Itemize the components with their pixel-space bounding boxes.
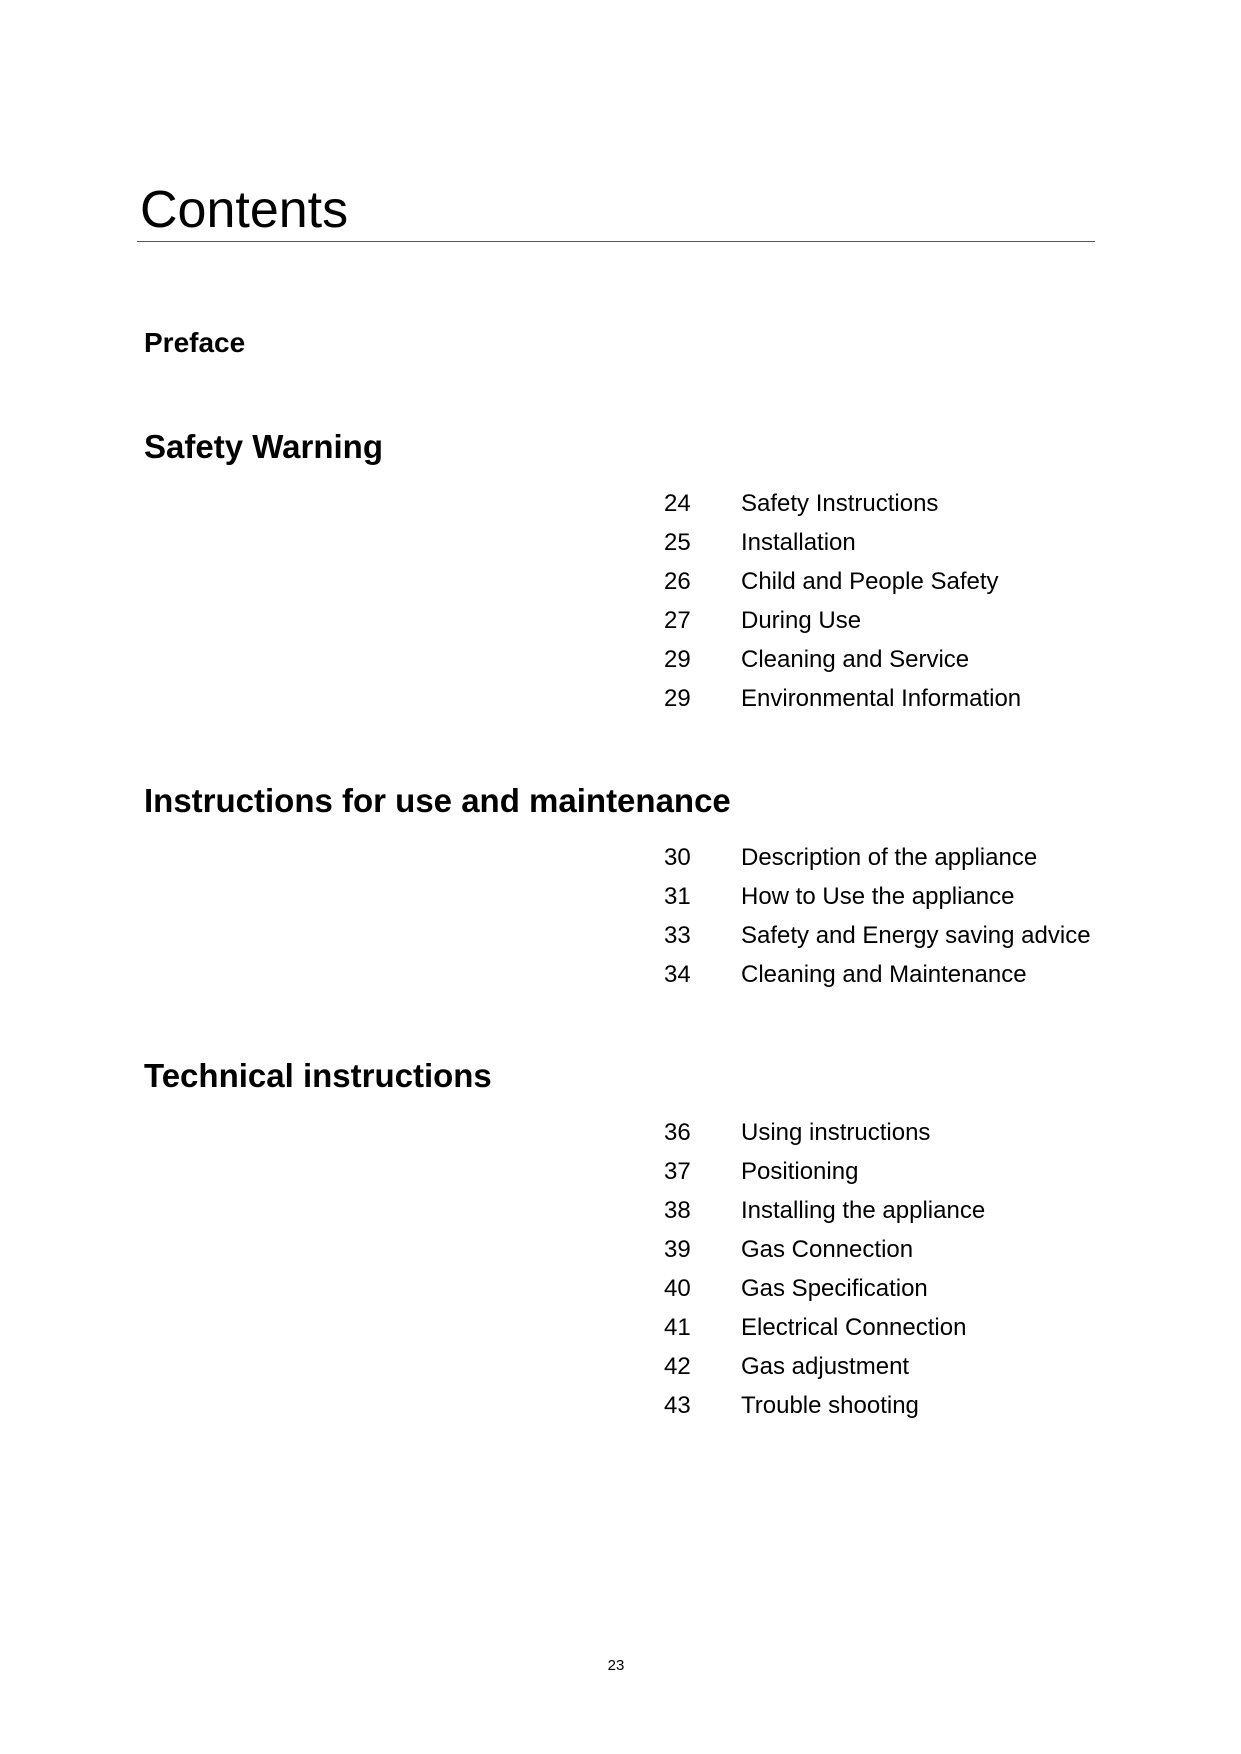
toc-page-number: 30 [664, 844, 691, 871]
toc-entry-label: Installing the appliance [741, 1197, 986, 1224]
section-heading-use-and-maintenance: Instructions for use and maintenance [144, 782, 731, 819]
toc-list-use-and-maintenance [0, 843, 1241, 999]
toc-entry[interactable] [0, 567, 1241, 606]
toc-entry-label: Electrical Connection [741, 1314, 967, 1341]
toc-page-number: 25 [664, 529, 691, 556]
title-divider [137, 241, 1095, 242]
toc-entry-label: Using instructions [741, 1119, 931, 1146]
toc-entry[interactable] [0, 882, 1241, 921]
toc-entry-label: Safety and Energy saving advice [741, 922, 1091, 949]
toc-page-number: 41 [664, 1314, 691, 1341]
toc-page-number: 34 [664, 961, 691, 988]
toc-list-technical-instructions [0, 1118, 1241, 1430]
page-number-footer: 23 [607, 1657, 625, 1674]
toc-entry[interactable] [0, 1391, 1241, 1430]
preface-heading[interactable]: Preface [144, 327, 246, 358]
toc-list-safety-warning [0, 489, 1241, 723]
toc-entry[interactable] [0, 645, 1241, 684]
toc-entry-label: Cleaning and Maintenance [741, 961, 1027, 988]
toc-entry-label: During Use [741, 607, 862, 634]
toc-page-number: 36 [664, 1119, 691, 1146]
toc-entry[interactable] [0, 684, 1241, 723]
toc-entry[interactable] [0, 1352, 1241, 1391]
toc-entry-label: Trouble shooting [741, 1392, 919, 1419]
toc-page-number: 43 [664, 1392, 691, 1419]
toc-entry[interactable] [0, 1235, 1241, 1274]
toc-page-number: 38 [664, 1197, 691, 1224]
toc-entry-label: Gas Connection [741, 1236, 914, 1263]
toc-page-number: 33 [664, 922, 691, 949]
toc-entry[interactable] [0, 960, 1241, 999]
toc-page-number: 24 [664, 490, 691, 517]
toc-page-number: 26 [664, 568, 691, 595]
toc-page-number: 27 [664, 607, 691, 634]
toc-page-number: 29 [664, 685, 691, 712]
section-heading-technical-instructions: Technical instructions [144, 1057, 492, 1094]
toc-entry-label: Positioning [741, 1158, 859, 1185]
section-heading-safety-warning: Safety Warning [144, 428, 383, 465]
toc-entry-label: Cleaning and Service [741, 646, 970, 673]
toc-entry[interactable] [0, 1196, 1241, 1235]
toc-entry[interactable] [0, 489, 1241, 528]
toc-entry[interactable] [0, 528, 1241, 567]
toc-entry[interactable] [0, 1313, 1241, 1352]
toc-entry-label: Safety Instructions [741, 490, 939, 517]
toc-entry-label: Description of the appliance [741, 844, 1038, 871]
toc-entry[interactable] [0, 921, 1241, 960]
toc-entry-label: Gas Specification [741, 1275, 928, 1302]
toc-entry-label: How to Use the appliance [741, 883, 1015, 910]
toc-entry-label: Gas adjustment [741, 1353, 910, 1380]
toc-page-number: 31 [664, 883, 691, 910]
toc-page-number: 39 [664, 1236, 691, 1263]
toc-entry-label: Installation [741, 529, 856, 556]
toc-page-number: 29 [664, 646, 691, 673]
toc-entry-label: Child and People Safety [741, 568, 999, 595]
toc-entry[interactable] [0, 1118, 1241, 1157]
page-title: Contents [140, 181, 349, 239]
toc-page-number: 42 [664, 1353, 691, 1380]
toc-entry[interactable] [0, 1274, 1241, 1313]
toc-entry-label: Environmental Information [741, 685, 1022, 712]
toc-entry[interactable] [0, 843, 1241, 882]
toc-entry[interactable] [0, 606, 1241, 645]
toc-entry[interactable] [0, 1157, 1241, 1196]
toc-page-number: 37 [664, 1158, 691, 1185]
toc-page-number: 40 [664, 1275, 691, 1302]
